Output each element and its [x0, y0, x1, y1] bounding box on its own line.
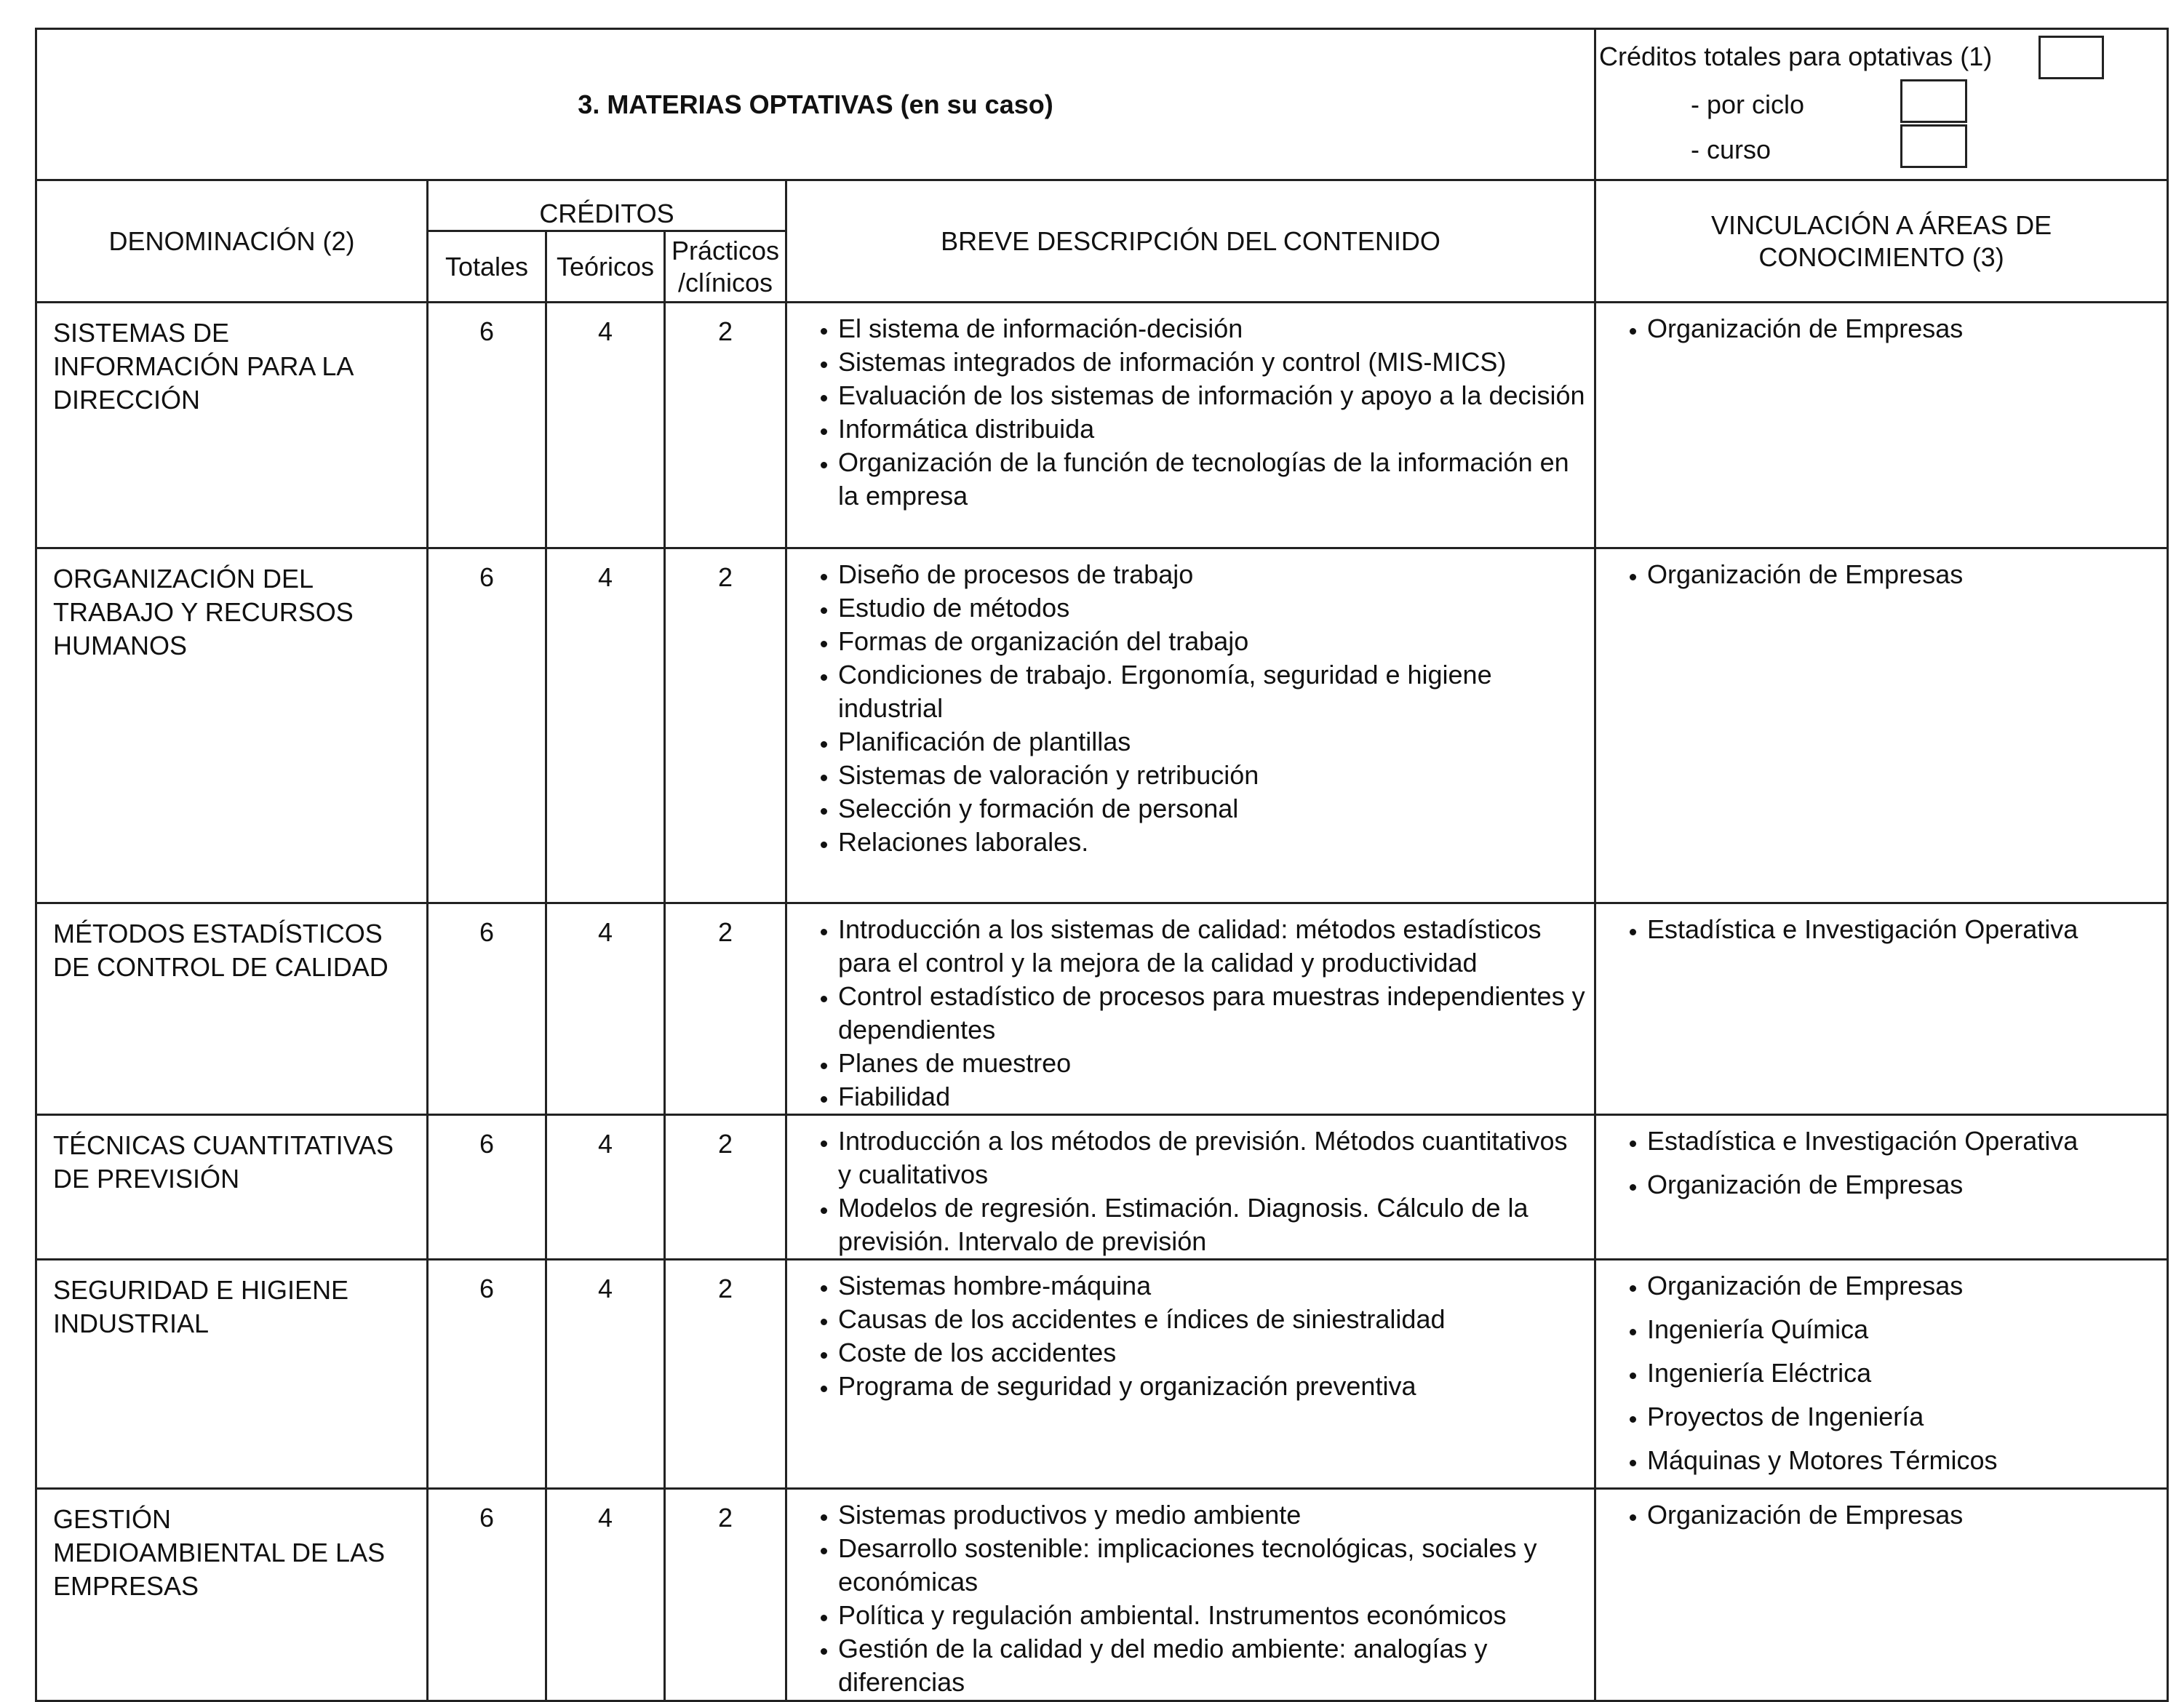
col-creditos: CRÉDITOS	[428, 180, 786, 231]
credits-teoricos: 4	[546, 1260, 665, 1489]
page	[35, 28, 2167, 1702]
col-practicos	[665, 231, 786, 303]
content-item: • Programa de seguridad y organización preventiva	[838, 1370, 1587, 1403]
subject-name-line: MÉTODOS ESTADÍSTICOS	[53, 919, 383, 948]
section-title: 3. MATERIAS OPTATIVAS (en su caso)	[36, 29, 1595, 180]
content-item: • Coste de los accidentes	[838, 1336, 1587, 1370]
subject-row	[36, 1489, 2168, 1701]
area-item: • Ingeniería Eléctrica	[1647, 1357, 2159, 1390]
content-item: • El sistema de información-decisión	[838, 312, 1587, 345]
content-item: • Organización de la función de tecnologías de la información en la empresa	[838, 446, 1587, 513]
credits-teoricos: 4	[546, 1489, 665, 1701]
subject-name-line: INFORMACIÓN PARA LA	[53, 351, 354, 381]
col-denominacion: DENOMINACIÓN (2)	[36, 180, 428, 303]
area-item: • Estadística e Investigación Operativa	[1647, 913, 2159, 946]
subject-row	[36, 1260, 2168, 1489]
credits-total-label: Créditos totales para optativas (1)	[1599, 41, 1993, 71]
subject-name-line: GESTIÓN	[53, 1504, 172, 1534]
optativas-table	[35, 28, 2169, 1702]
subject-areas	[1595, 903, 2168, 1115]
area-item: • Máquinas y Motores Térmicos	[1647, 1444, 2159, 1477]
credits-practicos: 2	[665, 1489, 786, 1701]
content-item: • Informática distribuida	[838, 412, 1587, 446]
content-item: • Diseño de procesos de trabajo	[838, 558, 1587, 591]
content-list	[787, 904, 1594, 1114]
subject-name	[36, 1489, 428, 1701]
col-descripcion: BREVE DESCRIPCIÓN DEL CONTENIDO	[786, 180, 1595, 303]
content-item: • Desarrollo sostenible: implicaciones tecnológicas, sociales y económicas	[838, 1532, 1587, 1599]
area-item: • Organización de Empresas	[1647, 558, 2159, 591]
credits-practicos: 2	[665, 1260, 786, 1489]
subject-row	[36, 548, 2168, 903]
credits-cell	[1595, 29, 2168, 180]
subject-row	[36, 1115, 2168, 1260]
subject-name	[36, 903, 428, 1115]
subject-name-line: SISTEMAS DE	[53, 318, 230, 348]
subject-name-line: SEGURIDAD E HIGIENE	[53, 1275, 349, 1305]
subject-name	[36, 1115, 428, 1260]
subject-areas	[1595, 1260, 2168, 1489]
content-item: • Evaluación de los sistemas de información y apoyo a la decisión	[838, 379, 1587, 412]
subject-name-line: MEDIOAMBIENTAL DE LAS	[53, 1538, 386, 1567]
col-teoricos: Teóricos	[546, 231, 665, 303]
area-list	[1596, 904, 2167, 946]
area-item: • Proyectos de Ingeniería	[1647, 1400, 2159, 1434]
area-item: • Organización de Empresas	[1647, 1269, 2159, 1303]
content-item: • Sistemas hombre-máquina	[838, 1269, 1587, 1303]
credits-totales: 6	[428, 1489, 546, 1701]
content-item: • Condiciones de trabajo. Ergonomía, seguridad e higiene industrial	[838, 658, 1587, 725]
subject-description	[786, 903, 1595, 1115]
title-row	[36, 29, 2168, 180]
subject-description	[786, 303, 1595, 548]
col-practicos-line1: Prácticos	[671, 235, 780, 265]
content-item: • Modelos de regresión. Estimación. Diagnosis. Cálculo de la previsión. Intervalo de previsión	[838, 1191, 1587, 1258]
col-practicos-line2: /clínicos	[677, 267, 773, 297]
area-item: • Organización de Empresas	[1647, 1168, 2159, 1202]
content-list	[787, 549, 1594, 859]
por-ciclo-field[interactable]	[1900, 79, 1967, 123]
subject-name-line: HUMANOS	[53, 631, 188, 660]
subject-description	[786, 548, 1595, 903]
content-item: • Introducción a los métodos de previsión. Métodos cuantitativos y cualitativos	[838, 1124, 1587, 1191]
col-totales: Totales	[428, 231, 546, 303]
subject-description	[786, 1115, 1595, 1260]
subject-name-line: DE PREVISIÓN	[53, 1164, 240, 1194]
subject-areas	[1595, 1115, 2168, 1260]
curso-label: - curso	[1691, 135, 1771, 164]
subject-name-line: EMPRESAS	[53, 1571, 199, 1601]
content-item: • Planificación de plantillas	[838, 725, 1587, 759]
credits-practicos: 2	[665, 1115, 786, 1260]
content-item: • Planes de muestreo	[838, 1047, 1587, 1080]
content-item: • Estudio de métodos	[838, 591, 1587, 625]
area-item: • Estadística e Investigación Operativa	[1647, 1124, 2159, 1158]
content-item: • Causas de los accidentes e índices de siniestralidad	[838, 1303, 1587, 1336]
content-item: • Gestión de la calidad y del medio ambiente: analogías y diferencias	[838, 1632, 1587, 1699]
content-item: • Selección y formación de personal	[838, 792, 1587, 826]
subject-name-line: TÉCNICAS CUANTITATIVAS	[53, 1130, 394, 1160]
content-list	[787, 1260, 1594, 1403]
curso-field[interactable]	[1900, 124, 1967, 168]
credits-totales: 6	[428, 1260, 546, 1489]
content-item: • Sistemas de valoración y retribución	[838, 759, 1587, 792]
credits-practicos: 2	[665, 903, 786, 1115]
area-item: • Ingeniería Química	[1647, 1313, 2159, 1346]
subject-rows	[36, 303, 2168, 1701]
content-item: • Formas de organización del trabajo	[838, 625, 1587, 658]
content-item: • Sistemas productivos y medio ambiente	[838, 1498, 1587, 1532]
credits-totales: 6	[428, 903, 546, 1115]
credits-teoricos: 4	[546, 1115, 665, 1260]
subject-areas	[1595, 548, 2168, 903]
area-item: • Organización de Empresas	[1647, 312, 2159, 345]
subject-row	[36, 303, 2168, 548]
content-list	[787, 1116, 1594, 1258]
area-list	[1596, 1116, 2167, 1202]
col-vinculacion-line2: CONOCIMIENTO (3)	[1758, 241, 2004, 272]
por-ciclo-label: - por ciclo	[1691, 89, 1805, 119]
credits-total-field[interactable]	[2038, 36, 2104, 79]
content-item: • Relaciones laborales.	[838, 826, 1587, 859]
col-vinculacion	[1595, 180, 2168, 303]
credits-totales: 6	[428, 1115, 546, 1260]
area-list	[1596, 1260, 2167, 1477]
subject-name	[36, 1260, 428, 1489]
subject-areas	[1595, 1489, 2168, 1701]
content-item: • Política y regulación ambiental. Instrumentos económicos	[838, 1599, 1587, 1632]
credits-practicos: 2	[665, 303, 786, 548]
area-item: • Organización de Empresas	[1647, 1498, 2159, 1532]
subject-name	[36, 303, 428, 548]
area-list	[1596, 303, 2167, 345]
area-list	[1596, 1490, 2167, 1532]
content-list	[787, 303, 1594, 513]
credits-teoricos: 4	[546, 903, 665, 1115]
subject-row	[36, 903, 2168, 1115]
content-list	[787, 1490, 1594, 1699]
credits-teoricos: 4	[546, 548, 665, 903]
subject-name-line: TRABAJO Y RECURSOS	[53, 597, 354, 627]
credits-totales: 6	[428, 303, 546, 548]
subject-name-line: INDUSTRIAL	[53, 1309, 210, 1338]
credits-box	[1596, 30, 2167, 177]
subject-areas	[1595, 303, 2168, 548]
subject-name	[36, 548, 428, 903]
header-row-1	[36, 180, 2168, 231]
col-vinculacion-line1: VINCULACIÓN A ÁREAS DE	[1710, 209, 2052, 240]
subject-description	[786, 1260, 1595, 1489]
subject-name-line: ORGANIZACIÓN DEL	[53, 564, 314, 594]
content-item: • Introducción a los sistemas de calidad: métodos estadísticos para el control y la mejora de la calidad y productividad	[838, 913, 1587, 980]
subject-name-line: DE CONTROL DE CALIDAD	[53, 952, 388, 982]
content-item: • Sistemas integrados de información y control (MIS-MICS)	[838, 345, 1587, 379]
content-item: • Control estadístico de procesos para muestras independientes y dependientes	[838, 980, 1587, 1047]
area-list	[1596, 549, 2167, 591]
credits-teoricos: 4	[546, 303, 665, 548]
credits-totales: 6	[428, 548, 546, 903]
subject-description	[786, 1489, 1595, 1701]
credits-practicos: 2	[665, 548, 786, 903]
content-item: • Fiabilidad	[838, 1080, 1587, 1114]
subject-name-line: DIRECCIÓN	[53, 385, 201, 415]
